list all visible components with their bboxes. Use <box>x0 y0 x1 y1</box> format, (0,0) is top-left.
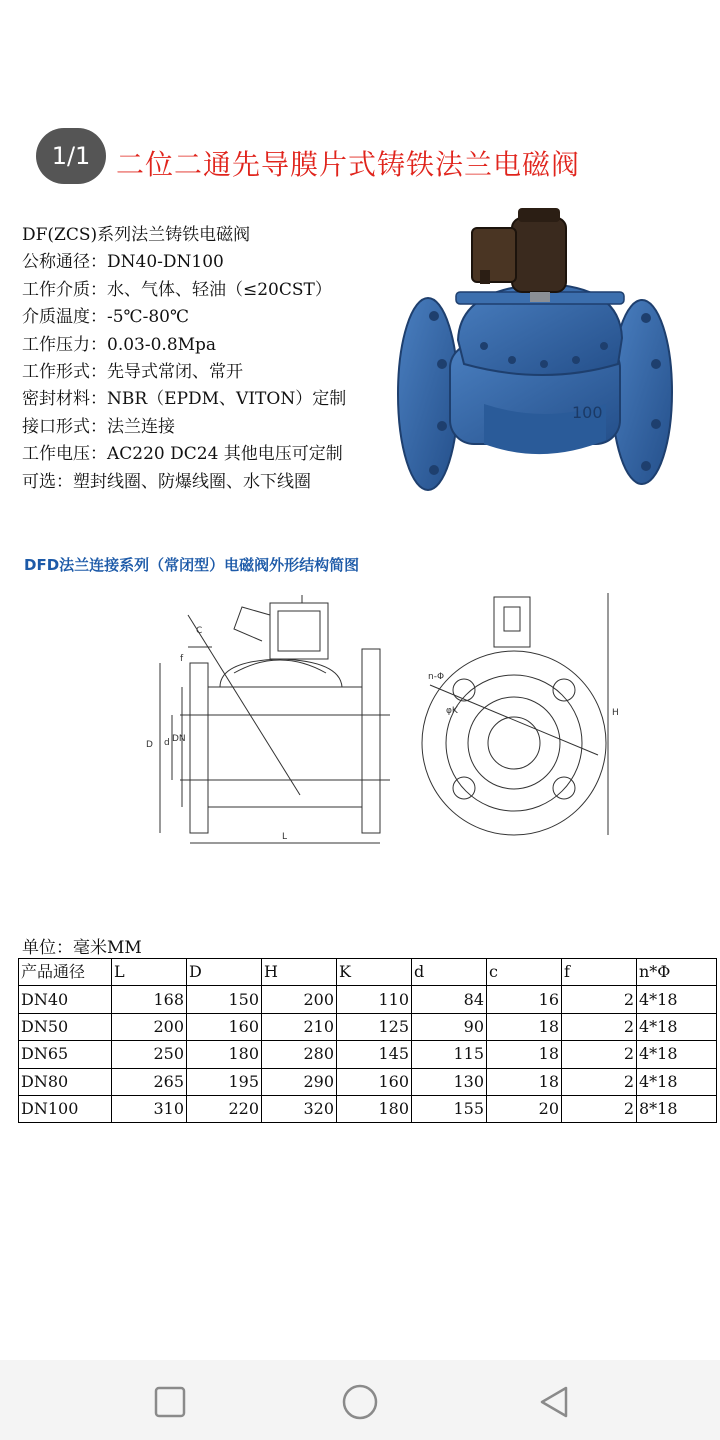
table-cell: 250 <box>112 1041 187 1068</box>
table-header-cell: K <box>337 959 412 986</box>
triangle-back-icon[interactable] <box>534 1382 574 1422</box>
dim-label-d: d <box>164 738 170 748</box>
table-header-cell: H <box>262 959 337 986</box>
dim-label-n: n-Φ <box>428 672 445 682</box>
table-cell: 115 <box>412 1041 487 1068</box>
table-cell: 84 <box>412 986 487 1013</box>
table-cell: 310 <box>112 1095 187 1122</box>
table-cell: 220 <box>187 1095 262 1122</box>
table-cell: 8*18 <box>637 1095 717 1122</box>
table-cell: 290 <box>262 1068 337 1095</box>
dim-label-H: H <box>612 708 619 718</box>
table-row <box>19 1013 717 1040</box>
table-cell: 200 <box>262 986 337 1013</box>
table-cell: 155 <box>412 1095 487 1122</box>
table-cell: DN50 <box>19 1013 112 1040</box>
table-row <box>19 1068 717 1095</box>
table-cell: 18 <box>487 1013 562 1040</box>
table-cell: 150 <box>187 986 262 1013</box>
table-cell: 195 <box>187 1068 262 1095</box>
table-row <box>19 1041 717 1068</box>
table-cell: 18 <box>487 1068 562 1095</box>
table-cell: 180 <box>187 1041 262 1068</box>
page-title: 二位二通先导膜片式铸铁法兰电磁阀 <box>116 148 581 181</box>
table-cell: DN65 <box>19 1041 112 1068</box>
spec-line: 工作压力：0.03-0.8Mpa <box>22 334 217 355</box>
table-cell: DN80 <box>19 1068 112 1095</box>
spec-line: 可选：塑封线圈、防爆线圈、水下线圈 <box>22 471 311 492</box>
dim-label-c: C <box>196 626 203 636</box>
spec-line: 接口形式：法兰连接 <box>22 416 175 437</box>
spec-line: 介质温度：-5℃-80℃ <box>22 307 189 328</box>
table-header-cell: d <box>412 959 487 986</box>
spec-line: 密封材料：NBR（EPDM、VITON）定制 <box>22 389 347 410</box>
table-cell: 90 <box>412 1013 487 1040</box>
table-cell: 4*18 <box>637 1068 717 1095</box>
table-header-cell: L <box>112 959 187 986</box>
table-cell: 160 <box>187 1013 262 1040</box>
table-row <box>19 986 717 1013</box>
table-cell: DN40 <box>19 986 112 1013</box>
table-cell: 110 <box>337 986 412 1013</box>
table-row <box>19 1095 717 1122</box>
table-header-cell: c <box>487 959 562 986</box>
page-indicator-badge <box>36 128 106 184</box>
table-cell: 145 <box>337 1041 412 1068</box>
dim-label-DN: DN <box>172 734 186 744</box>
table-cell: 125 <box>337 1013 412 1040</box>
table-cell: 2 <box>562 986 637 1013</box>
left-flange <box>190 663 208 833</box>
dim-label-D: D <box>146 740 153 750</box>
table-cell: 20 <box>487 1095 562 1122</box>
page-indicator-text: 1/1 <box>51 142 91 170</box>
valve-photo <box>394 204 684 498</box>
table-cell: 180 <box>337 1095 412 1122</box>
table-cell: 18 <box>487 1041 562 1068</box>
spec-line: DF(ZCS)系列法兰铸铁电磁阀 <box>22 225 251 245</box>
table-cell: 16 <box>487 986 562 1013</box>
table-cell: 4*18 <box>637 1041 717 1068</box>
table-cell: 265 <box>112 1068 187 1095</box>
table-cell: DN100 <box>19 1095 112 1122</box>
table-cell: 2 <box>562 1013 637 1040</box>
spec-line: 工作形式：先导式常闭、常开 <box>22 362 243 383</box>
table-cell: 4*18 <box>637 1013 717 1040</box>
table-cell: 280 <box>262 1041 337 1068</box>
table-cell: 160 <box>337 1068 412 1095</box>
table-header-cell: n*Φ <box>637 959 717 986</box>
table-cell: 2 <box>562 1095 637 1122</box>
table-header-cell: 产品通径 <box>19 959 112 986</box>
system-navigation-bar <box>0 1360 720 1440</box>
diagram-title: DFD法兰连接系列（常闭型）电磁阀外形结构简图 <box>24 556 360 574</box>
table-cell: 200 <box>112 1013 187 1040</box>
table-cell: 4*18 <box>637 986 717 1013</box>
table-header-row <box>19 959 717 986</box>
table-cell: 130 <box>412 1068 487 1095</box>
dim-label-k: φK <box>446 706 458 716</box>
table-cell: 320 <box>262 1095 337 1122</box>
unit-label: 单位：毫米MM <box>22 938 142 958</box>
square-recents-icon[interactable] <box>150 1382 190 1422</box>
structure-diagram <box>130 585 630 855</box>
dim-label-L: L <box>282 832 288 842</box>
table-header-cell: f <box>562 959 637 986</box>
table-cell: 210 <box>262 1013 337 1040</box>
circle-home-icon[interactable] <box>340 1382 380 1422</box>
right-flange <box>362 649 380 833</box>
spec-line: 工作介质：水、气体、轻油（≤20CST） <box>22 279 332 300</box>
table-header-cell: D <box>187 959 262 986</box>
table-cell: 168 <box>112 986 187 1013</box>
spec-table <box>18 958 717 1123</box>
casting-mark: 100 <box>572 403 603 422</box>
dim-label-f: f <box>180 654 184 664</box>
table-cell: 2 <box>562 1041 637 1068</box>
spec-line: 工作电压：AC220 DC24 其他电压可定制 <box>22 444 343 465</box>
spec-line: 公称通径：DN40-DN100 <box>22 252 224 273</box>
table-cell: 2 <box>562 1068 637 1095</box>
spec-list <box>22 222 402 496</box>
